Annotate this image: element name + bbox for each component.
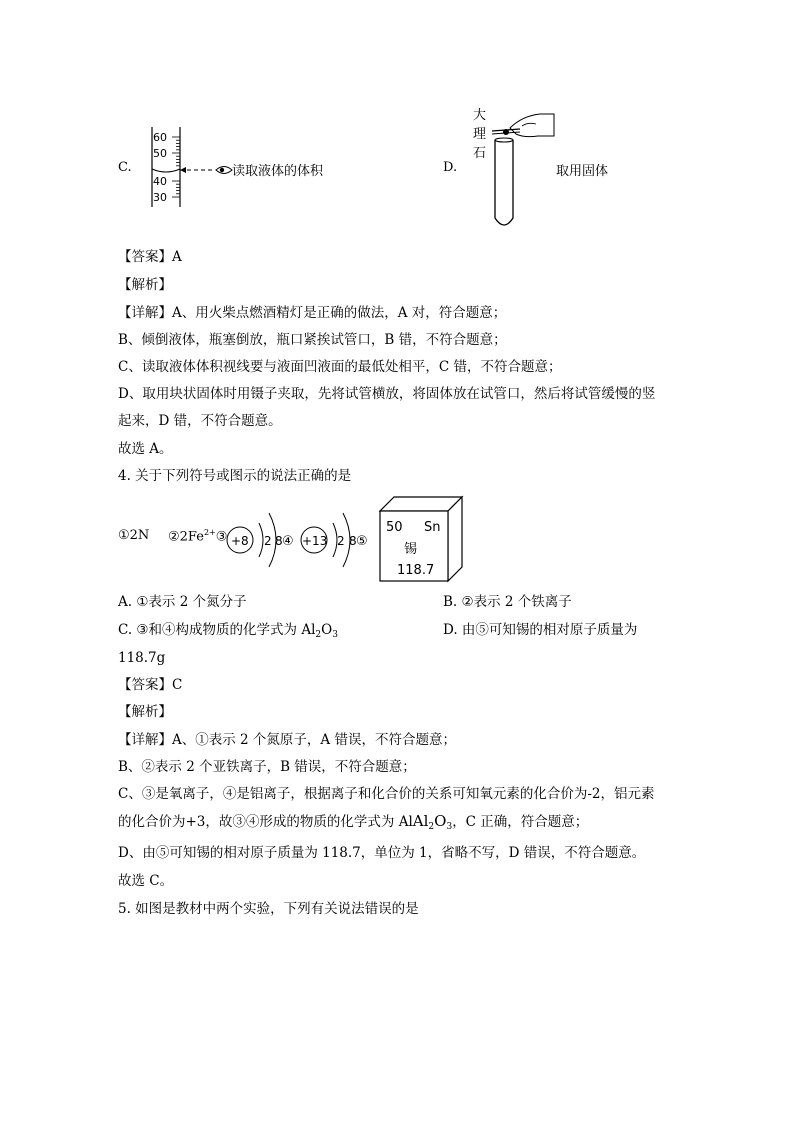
- ion3-nucleus-label: +8: [231, 534, 249, 548]
- ion4-shell-2-electrons: 8: [349, 534, 357, 548]
- q4-analysis-heading: 【解析】: [118, 704, 172, 720]
- q4-item-2: $②2Fe^{2+}③$: [168, 528, 228, 545]
- q4-detail-a: 【详解】A、①表示 2 个氮原子，A 错误，不符合题意；: [118, 732, 456, 748]
- tick-label-30: 30: [153, 191, 167, 204]
- hand-icon: [510, 114, 554, 137]
- liquid-meniscus: [152, 169, 180, 172]
- atomic-number: 50: [386, 520, 403, 535]
- q3-answer: 【答案】A: [118, 249, 182, 265]
- eye-icon: [216, 167, 232, 174]
- element-cell-tin: [378, 495, 468, 585]
- q4-option-d-line1: D. 由⑤可知锡的相对原子质量为: [443, 622, 638, 638]
- marble-icon: [503, 129, 509, 135]
- ion3-shell-1: [259, 523, 263, 557]
- q4-option-c: C. ③和④构成物质的化学式为 $Al_2O_3$: [118, 622, 338, 640]
- cylinder-ticks: [172, 137, 180, 197]
- q4-detail-b: B、②表示 2 个亚铁离子，B 错误，不符合题意；: [118, 759, 416, 775]
- q4-item-5-label: ⑤: [356, 534, 368, 549]
- q3-detail-d-line2: 起来，D 错，不符合题意。: [118, 413, 282, 429]
- q4-detail-d: D、由⑤可知锡的相对原子质量为 118.7，单位为 1，省略不写，D 错误，不符合题意。: [118, 845, 646, 861]
- q4-option-d-line2: 118.7g: [118, 650, 166, 666]
- q3-detail-a: 【详解】A、用火柴点燃酒精灯是正确的做法，A 对，符合题意；: [118, 305, 507, 321]
- q3-detail-c: C、读取液体体积视线要与液面凹液面的最低处相平，C 错，不符合题意；: [118, 359, 562, 375]
- ion3-shell-2-electrons: 8: [275, 534, 283, 548]
- tick-label-60: 60: [153, 131, 167, 144]
- q4-item-4-label: ④: [282, 534, 294, 549]
- ion3-shell-1-electrons: 2: [264, 534, 272, 548]
- graduated-cylinder-figure: [140, 125, 240, 210]
- q3-conclusion: 故选 A。: [118, 441, 173, 457]
- sight-line-arrow: [180, 167, 186, 173]
- ion-structure-diagrams: [225, 503, 385, 573]
- ion4-shell-1-electrons: 2: [337, 534, 345, 548]
- element-name: 锡: [404, 542, 418, 557]
- q3-analysis-heading: 【解析】: [118, 277, 172, 293]
- test-tube-figure: [488, 110, 558, 232]
- marble-label: 大 理 石: [473, 108, 487, 161]
- figure-d-caption: 取用固体: [556, 164, 609, 179]
- ion4-nucleus-label: +13: [302, 534, 328, 548]
- element-symbol: Sn: [424, 520, 441, 535]
- option-d-letter: D.: [443, 160, 458, 175]
- q4-option-a: A. ①表示 2 个氮分子: [118, 594, 247, 610]
- q4-item-1: ①2N: [118, 528, 150, 543]
- tick-label-40: 40: [153, 175, 167, 188]
- option-c-letter: C.: [118, 160, 132, 175]
- q4-stem: 4. 关于下列符号或图示的说法正确的是: [118, 468, 352, 484]
- q4-answer: 【答案】C: [118, 677, 183, 693]
- test-tube-mouth: [495, 138, 513, 142]
- test-tube-body: [495, 140, 513, 225]
- q4-detail-c-line1: C、③是氧离子，④是铝离子，根据离子和化合价的关系可知氧元素的化合价为-2，铝元素: [118, 786, 655, 802]
- atomic-mass: 118.7: [397, 563, 435, 578]
- q4-option-b: B. ②表示 2 个铁离子: [443, 594, 572, 610]
- q3-detail-d-line1: D、取用块状固体时用镊子夹取，先将试管横放，将固体放在试管口，然后将试管缓慢的竖: [118, 386, 656, 402]
- q4-detail-c-line2: 的化合价为+3，故③④形成的物质的化学式为 $AlAl_2O_3$，C 正确，符合题意；: [118, 812, 589, 832]
- tick-label-50: 50: [153, 147, 167, 160]
- q5-stem: 5. 如图是教材中两个实验，下列有关说法错误的是: [118, 901, 419, 917]
- figure-c-caption: 读取液体的体积: [232, 164, 324, 179]
- q4-conclusion: 故选 C。: [118, 873, 174, 889]
- q3-detail-b: B、倾倒液体，瓶塞倒放，瓶口紧挨试管口，B 错，不符合题意；: [118, 332, 507, 348]
